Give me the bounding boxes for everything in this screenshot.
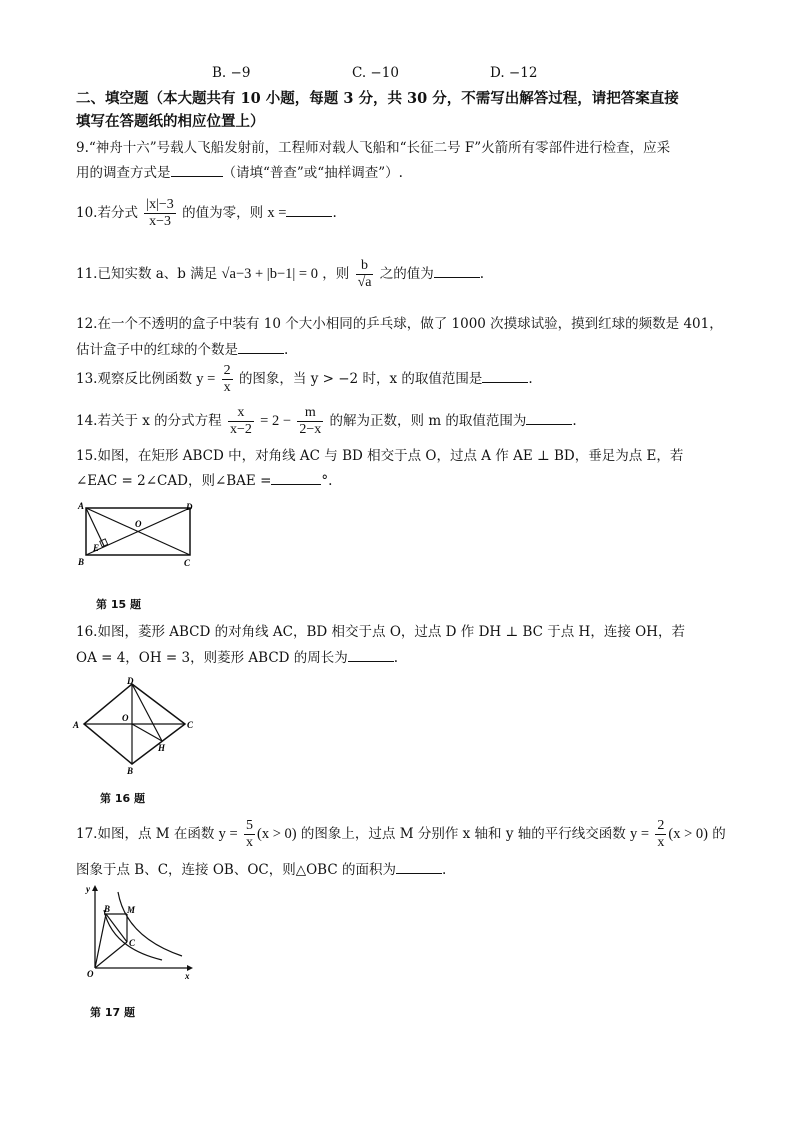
q15-label-c: C <box>184 558 191 568</box>
q11-expression: √a−3 + |b−1| = 0 <box>221 266 318 282</box>
q12-line2 <box>76 340 288 359</box>
q17-label-x: x <box>185 971 190 981</box>
q17-label-b: B <box>104 904 111 914</box>
q11-pre: 11.已知实数 a、b 满足 <box>76 266 218 282</box>
q15-label-b: B <box>78 557 85 567</box>
q15-label-a: A <box>78 501 85 511</box>
q13-end: . <box>528 371 533 387</box>
q17-f1-denominator: x <box>246 835 254 850</box>
q14-numerator-1: x <box>228 405 254 422</box>
choice-c: C. −10 <box>352 65 399 81</box>
q16-label-h: H <box>158 743 166 753</box>
q10-fraction <box>144 197 176 230</box>
q17-f2-numerator: 2 <box>657 818 665 833</box>
q14-denominator-1: x−2 <box>229 422 252 437</box>
q10-mid: 的值为零，则 <box>182 205 264 221</box>
q17-label-y: y <box>86 884 90 894</box>
q17-f2-lhs: y = <box>630 826 650 842</box>
q13-pre: 13.观察反比例函数 <box>76 371 192 387</box>
q17-line2-post: . <box>441 862 447 878</box>
q16-answer-blank <box>348 648 394 662</box>
q15-line2-pre: ∠EAC = 2∠CAD，则∠BAE = <box>76 473 272 489</box>
q12-answer-blank <box>238 340 284 354</box>
q10-var: x = <box>267 205 287 221</box>
q11-numerator: b <box>356 258 374 275</box>
q15-line1: 15.如图，在矩形 ABCD 中，对角线 AC 与 BD 相交于点 O，过点 A 作 AE ⊥ BD，垂足为点 E，若 <box>76 448 684 464</box>
q11-denominator: √a <box>357 275 372 290</box>
section-title-line2: 填写在答题纸的相应位置上） <box>76 113 265 130</box>
section-title-line1: 二、填空题（本大题共有 10 小题，每题 3 分，共 30 分，不需写出解答过程，请把答案直接 <box>76 90 679 107</box>
q16-caption: 第 16 题 <box>100 792 145 805</box>
q14-denominator-2: 2−x <box>299 422 322 437</box>
q16-line2-pre: OA = 4，OH = 3，则菱形 ABCD 的周长为 <box>76 650 348 666</box>
q10 <box>76 197 337 230</box>
q17-f1-condition: (x > 0) <box>257 826 297 842</box>
q12-line2-text: 估计盒子中的红球的个数是 <box>76 342 238 358</box>
q17-caption: 第 17 题 <box>90 1006 135 1019</box>
q10-denominator: x−3 <box>149 214 171 229</box>
q15-line2 <box>76 471 332 490</box>
q17-segment-bc <box>106 914 127 942</box>
q17-line1 <box>76 818 726 851</box>
q13-lhs: y = <box>196 371 216 387</box>
q14-fraction-2 <box>297 405 323 438</box>
q13-answer-blank <box>482 369 528 383</box>
q17-f2-condition: (x > 0) <box>668 826 708 842</box>
q17-label-m: M <box>127 905 136 915</box>
q17-figure <box>82 882 197 982</box>
q15-answer-blank <box>271 471 321 485</box>
q17-y-axis-arrow <box>92 885 98 891</box>
q15-label-e: E <box>93 543 100 553</box>
q16-label-b: B <box>127 766 134 776</box>
q16-label-d: D <box>127 676 134 686</box>
q15-figure <box>74 500 204 572</box>
q16-line2 <box>76 648 398 667</box>
q12-end: . <box>284 342 289 358</box>
q11-post: 之的值为 <box>379 266 434 282</box>
q10-answer-blank <box>286 203 332 217</box>
q13-mid: 的图象，当 y > −2 时，x 的取值范围是 <box>238 371 483 387</box>
q11 <box>76 258 484 291</box>
q13-numerator: 2 <box>223 363 231 378</box>
q17-label-c: C <box>129 938 136 948</box>
q17-f1-numerator: 5 <box>246 818 254 833</box>
q17-fraction-1 <box>244 818 255 851</box>
q11-mid: ，则 <box>322 266 350 282</box>
q9-line2-pre: 用的调查方式是 <box>76 165 171 181</box>
q16-label-c: C <box>187 720 194 730</box>
q13-denominator: x <box>223 380 231 395</box>
q11-answer-blank <box>434 264 480 278</box>
q11-end: . <box>479 266 485 282</box>
q17-line2-pre: 图象于点 B、C，连接 OB、OC，则△OBC 的面积为 <box>76 862 396 878</box>
q17-label-o: O <box>87 969 94 979</box>
choice-b: B. −9 <box>212 65 251 81</box>
q14-pre: 14.若关于 x 的分式方程 <box>76 413 222 429</box>
q16-line2-post: . <box>393 650 399 666</box>
q14-fraction-1 <box>228 405 254 438</box>
q11-fraction <box>356 258 374 291</box>
q17-mid: 的图象上，过点 M 分别作 x 轴和 y 轴的平行线交函数 <box>300 826 626 842</box>
q17-fraction-2 <box>655 818 666 851</box>
q14-post: 的解为正数，则 m 的取值范围为 <box>329 413 527 429</box>
q14-answer-blank <box>526 411 572 425</box>
q15-line2-post: °. <box>321 473 333 489</box>
q16-figure <box>70 676 200 776</box>
q16-label-a: A <box>73 720 80 730</box>
q15-caption: 第 15 题 <box>96 598 141 611</box>
q14-numerator-2: m <box>297 405 323 422</box>
q15-label-d: D <box>186 502 193 512</box>
q17-pre: 17.如图，点 M 在函数 <box>76 826 215 842</box>
q9-line2-post: （请填“普查”或“抽样调查”）. <box>222 165 403 181</box>
q17-f1-lhs: y = <box>218 826 238 842</box>
q15-label-o: O <box>135 519 142 529</box>
q10-post: . <box>332 205 337 221</box>
q17-answer-blank <box>396 860 442 874</box>
q14-end: . <box>572 413 577 429</box>
q10-pre: 10.若分式 <box>76 205 138 221</box>
choice-d: D. −12 <box>490 65 538 81</box>
q17-post: 的 <box>712 826 726 842</box>
q13 <box>76 363 533 396</box>
q16-line1: 16.如图，菱形 ABCD 的对角线 AC，BD 相交于点 O，过点 D 作 DH ⊥ BC 于点 H，连接 OH，若 <box>76 624 685 640</box>
q17-line2 <box>76 860 446 879</box>
q16-label-o: O <box>122 713 129 723</box>
q13-fraction <box>222 363 233 396</box>
q14-equals: = 2 − <box>260 413 292 429</box>
q12-line1: 12.在一个不透明的盒子中装有 10 个大小相同的乒乓球，做了 1000 次摸球试验，摸到红球的频数是 401， <box>76 316 723 332</box>
q10-numerator: |x|−3 <box>146 197 174 212</box>
q9-answer-blank <box>171 163 223 177</box>
q9-line1: 9.“神舟十六”号载人飞船发射前，工程师对载人飞船和“长征二号 F”火箭所有零部件进行检查，应采 <box>76 140 671 156</box>
q17-curve-y2x <box>104 910 162 960</box>
q17-f2-denominator: x <box>657 835 665 850</box>
q9-line2 <box>76 163 403 182</box>
q14 <box>76 405 577 438</box>
